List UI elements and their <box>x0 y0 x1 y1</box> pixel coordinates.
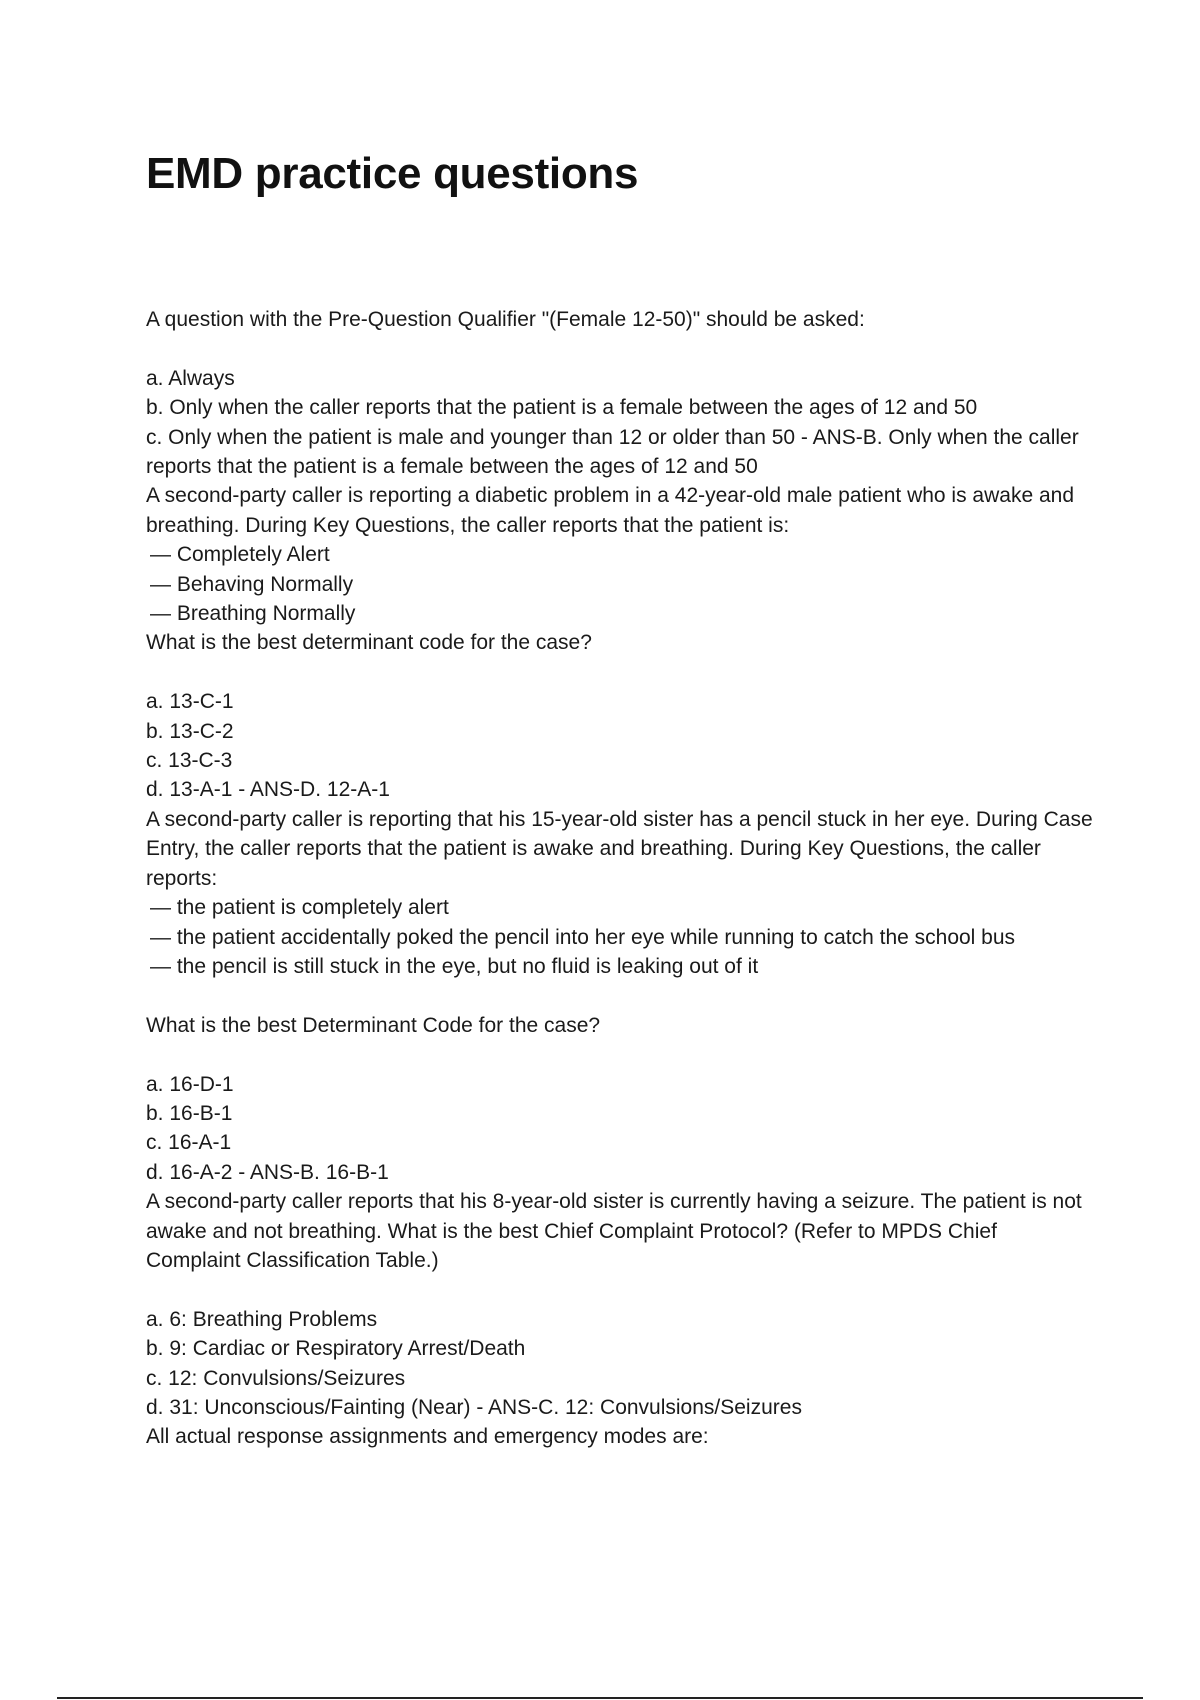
q2-option-c: c. 13-C-3 <box>146 749 233 773</box>
q3-prompt: What is the best Determinant Code for the case? <box>146 1013 601 1037</box>
q3-option-c: c. 16-A-1 <box>146 1131 232 1155</box>
q2-prompt: What is the best determinant code for the case? <box>146 631 592 655</box>
q5-question: All actual response assignments and emergency modes are: <box>146 1425 709 1449</box>
q1-option-a: a. Always <box>146 366 235 390</box>
q4-option-c: c. 12: Convulsions/Seizures <box>146 1366 406 1390</box>
q4-option-b: b. 9: Cardiac or Respiratory Arrest/Death <box>146 1337 526 1361</box>
q1-question: A question with the Pre-Question Qualifier "(Female 12-50)" should be asked: <box>146 308 865 331</box>
q4-question: A second-party caller reports that his 8-year-old sister is currently having a seizure. The patient is not awake and not breathing. What is the best Chief Complaint Protocol? (Refer to MPDS Chief Complaint Classification Table.) <box>146 1190 1082 1272</box>
footer-divider <box>57 1697 1143 1699</box>
q2-option-b: b. 13-C-2 <box>146 719 234 743</box>
q3-question: A second-party caller is reporting that his 15-year-old sister has a pencil stuck in her eye. During Case Entry, the caller reports that the patient is awake and breathing. During Key Questions, the caller reports: <box>146 807 1093 890</box>
q3-option-a: a. 16-D-1 <box>146 1072 234 1096</box>
q3-item-2: — the patient accidentally poked the pencil into her eye while running to catch the school bus <box>150 925 1016 949</box>
q4-option-d: d. 31: Unconscious/Fainting (Near) - ANS-C. 12: Convulsions/Seizures <box>146 1395 802 1419</box>
spacer <box>146 1275 1096 1304</box>
spacer <box>146 981 1096 1010</box>
q2-option-d: d. 13-A-1 - ANS-D. 12-A-1 <box>146 778 390 802</box>
q3-item-1: — the patient is completely alert <box>150 896 449 920</box>
q4-option-a: a. 6: Breathing Problems <box>146 1307 378 1331</box>
q3-option-b: b. 16-B-1 <box>146 1101 233 1125</box>
q2-item-2: — Behaving Normally <box>150 572 354 596</box>
spacer <box>146 658 1096 687</box>
q1-option-b: b. Only when the caller reports that the patient is a female between the ages of 12 and 50 <box>146 396 978 420</box>
q3-item-3: — the pencil is still stuck in the eye, but no fluid is leaking out of it <box>150 954 759 978</box>
page-title: EMD practice questions <box>146 149 639 198</box>
q2-option-a: a. 13-C-1 <box>146 690 234 714</box>
q2-item-1: — Completely Alert <box>150 543 330 567</box>
spacer <box>146 334 1096 363</box>
spacer <box>146 1040 1096 1069</box>
q2-item-3: — Breathing Normally <box>150 602 356 626</box>
q3-option-d: d. 16-A-2 - ANS-B. 16-B-1 <box>146 1160 389 1184</box>
q2-question: A second-party caller is reporting a diabetic problem in a 42-year-old male patient who is awake and breathing. During Key Questions, the caller reports that the patient is: <box>146 484 1074 537</box>
q1-option-c: c. Only when the patient is male and younger than 12 or older than 50 - ANS-B. Only when the caller reports that the patient is a female between the ages of 12 and 50 <box>146 425 1079 479</box>
document-body <box>146 305 1096 1452</box>
